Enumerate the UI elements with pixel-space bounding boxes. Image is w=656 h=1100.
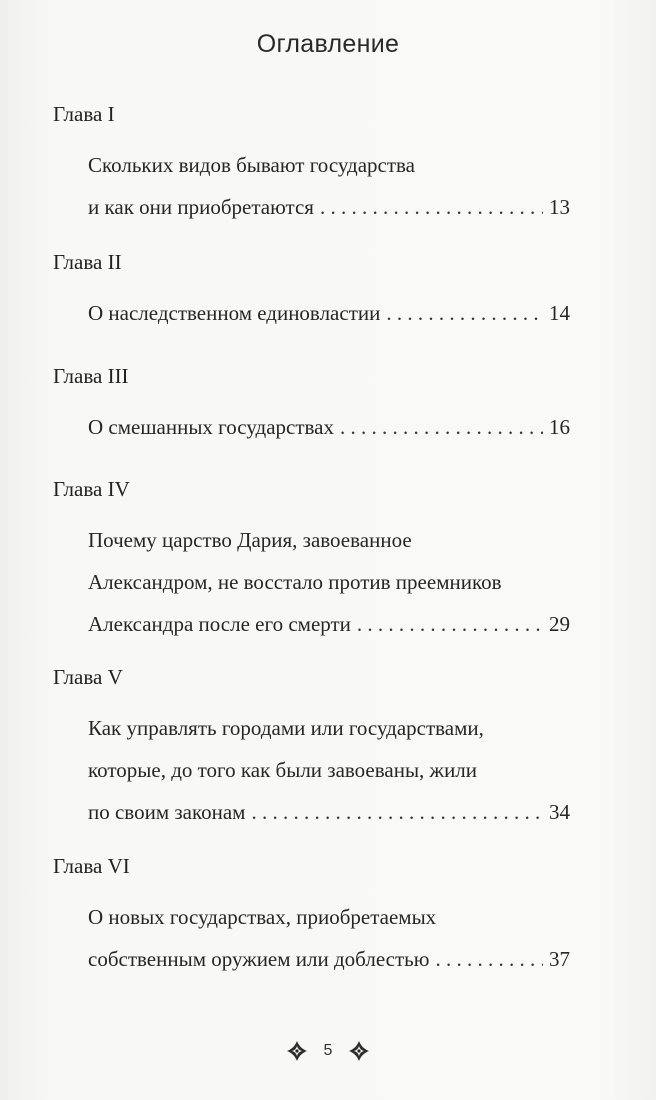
entry-text-line: Александром, не восстало против преемников	[88, 570, 502, 594]
entry-text-line: которые, до того как были завоеваны, жили	[88, 758, 478, 782]
toc-entry	[88, 896, 570, 980]
entry-text-line: собственным оружием или доблестью	[88, 947, 430, 971]
chapter-label: Глава IV	[53, 477, 130, 501]
page-number: 5	[323, 1042, 333, 1059]
page-ref: 16	[549, 415, 570, 439]
page-footer	[0, 1040, 656, 1062]
dot-leader	[435, 938, 543, 980]
entry-last-line	[88, 186, 570, 228]
dot-leader	[320, 186, 543, 228]
entry-text-line: Как управлять городами или государствами,	[88, 716, 484, 740]
page-ref: 14	[549, 301, 570, 325]
entry-text-line: Александра после его смерти	[88, 612, 351, 636]
entry-last-line	[88, 603, 570, 645]
chapter-label: Глава I	[53, 102, 115, 126]
entry-text-line: Почему царство Дария, завоеванное	[88, 528, 412, 552]
entry-last-line	[88, 938, 570, 980]
page-ref: 29	[549, 612, 570, 636]
toc-entry	[88, 144, 570, 228]
entry-last-line	[88, 292, 570, 334]
chapter-label: Глава VI	[53, 854, 130, 878]
toc-entry	[88, 707, 570, 833]
dot-leader	[386, 292, 543, 334]
entry-text-line: Скольких видов бывают государства	[88, 153, 416, 177]
toc-entry	[88, 406, 570, 448]
chapter-label: Глава III	[53, 364, 129, 388]
chapter-label: Глава V	[53, 665, 123, 689]
entry-text-line: О новых государствах, приобретаемых	[88, 905, 437, 929]
dot-leader	[340, 406, 543, 448]
page-title: Оглавление	[256, 30, 400, 58]
page-ref: 37	[549, 947, 570, 971]
entry-text-line: О смешанных государствах	[88, 415, 334, 439]
toc-entry	[88, 292, 570, 334]
page-ref: 13	[549, 195, 570, 219]
page-ref: 34	[549, 800, 570, 824]
dot-leader	[251, 791, 543, 833]
entry-last-line	[88, 406, 570, 448]
toc-entry	[88, 519, 570, 645]
entry-text-line: О наследственном единовластии	[88, 301, 381, 325]
chapter-label: Глава II	[53, 250, 122, 274]
fleuron-icon	[286, 1040, 308, 1062]
fleuron-icon	[348, 1040, 370, 1062]
entry-text-line: по своим законам	[88, 800, 246, 824]
entry-last-line	[88, 791, 570, 833]
entry-text-line: и как они приобретаются	[88, 195, 314, 219]
dot-leader	[357, 603, 543, 645]
